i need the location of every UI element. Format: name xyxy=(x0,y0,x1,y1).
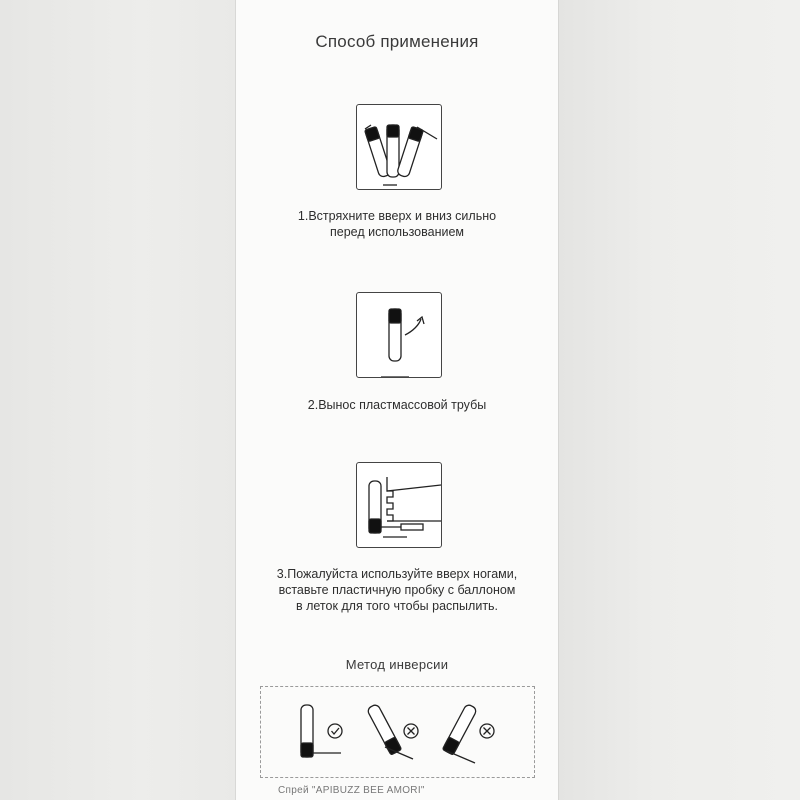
step-3-line-2: вставьте пластичную пробку с баллоном xyxy=(278,583,516,597)
tilted-wrong-icon xyxy=(367,703,402,755)
inversion-method-box xyxy=(260,686,535,778)
instruction-panel xyxy=(236,0,558,800)
remove-tube-icon xyxy=(356,292,442,378)
product-label: Спрей "APIBUZZ BEE AMORI" xyxy=(278,785,425,796)
cross-icon xyxy=(480,724,494,738)
cross-icon xyxy=(404,724,418,738)
background-right xyxy=(558,0,800,800)
page-title: Способ применения xyxy=(315,32,479,51)
step-2-line-1: 2.Вынос пластмассовой трубы xyxy=(307,398,487,412)
inversion-title: Метод инверсии xyxy=(345,657,449,672)
check-icon xyxy=(328,724,342,738)
step-1-line-2: перед использованием xyxy=(329,225,465,239)
insert-hive-icon xyxy=(356,462,442,548)
step-2-text xyxy=(236,397,558,413)
shake-tube-icon xyxy=(356,104,442,190)
step-3-text xyxy=(236,566,558,614)
tilted-wrong-icon xyxy=(442,703,477,755)
step-3-line-3: в леток для того чтобы распылить. xyxy=(295,599,499,613)
step-1-text xyxy=(236,208,558,240)
background-left xyxy=(0,0,236,800)
step-1-line-1: 1.Встряхните вверх и вниз сильно xyxy=(297,209,497,223)
step-3-line-1: 3.Пожалуйста используйте вверх ногами, xyxy=(276,567,518,581)
upside-down-correct-icon xyxy=(301,705,341,757)
